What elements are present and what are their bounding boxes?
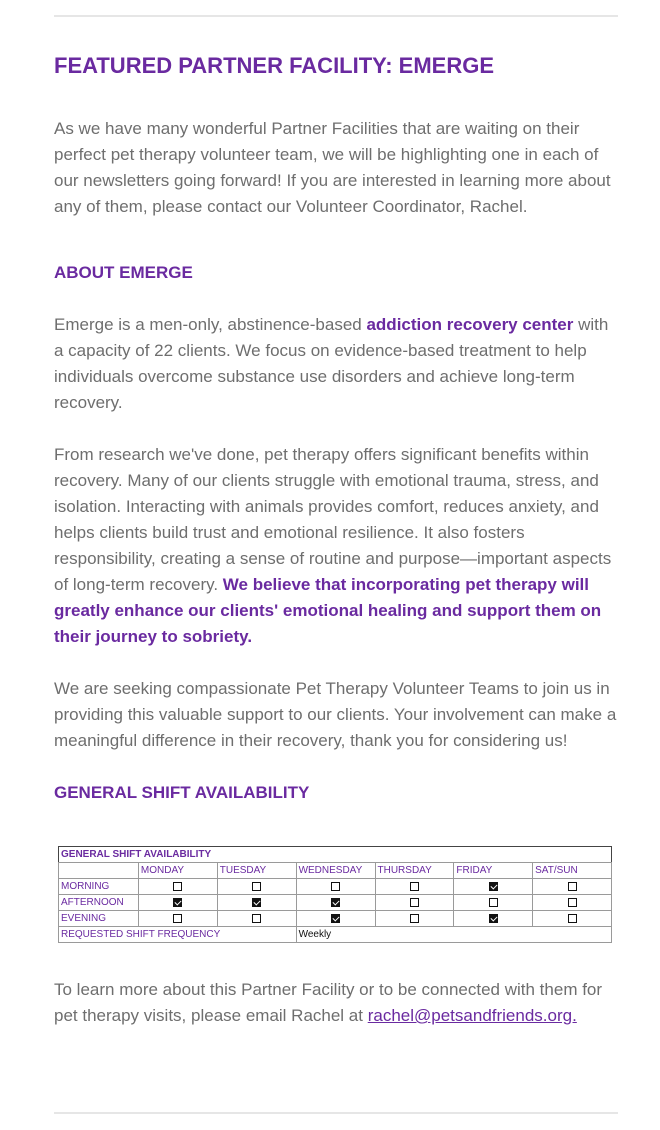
shift-cell (296, 895, 375, 911)
shift-cell (217, 895, 296, 911)
unchecked-checkbox (410, 882, 419, 891)
day-header: WEDNESDAY (296, 863, 375, 879)
unchecked-checkbox (173, 914, 182, 923)
frequency-label: REQUESTED SHIFT FREQUENCY (59, 927, 297, 943)
content-column (54, 48, 620, 1029)
checked-checkbox (489, 914, 498, 923)
section-title: FEATURED PARTNER FACILITY: EMERGE (54, 53, 494, 78)
email-link[interactable]: rachel@petsandfriends.org. (367, 1006, 577, 1025)
bottom-divider (54, 1112, 618, 1114)
shift-cell (375, 879, 454, 895)
about-p2-text: From research we've done, pet therapy offers significant benefits within recovery. Many of our clients struggle with emotional trauma, stress, and isolation. Interacting with animals provides comfort, reduces anxiety, and helps clients build trust and emotional resilience. It also fosters responsibility, creating a sense of routine and purpose—important aspects of long-term recovery. (54, 445, 612, 594)
about-paragraph-2 (54, 442, 620, 650)
about-paragraph-1 (54, 312, 620, 416)
frequency-value: Weekly (296, 927, 611, 943)
closing-paragraph (54, 977, 620, 1029)
checked-checkbox (173, 898, 182, 907)
unchecked-checkbox (331, 882, 340, 891)
shift-heading: GENERAL SHIFT AVAILABILITY (54, 783, 310, 802)
shift-cell (454, 895, 533, 911)
shift-availability-table-image (58, 846, 618, 943)
unchecked-checkbox (173, 882, 182, 891)
unchecked-checkbox (410, 914, 419, 923)
day-header: TUESDAY (217, 863, 296, 879)
about-paragraph-3: We are seeking compassionate Pet Therapy Volunteer Teams to join us in providing this valuable support to our clients. Your involvement can make a meaningful difference in their recovery, thank you for considering us! (54, 679, 617, 750)
day-header: SAT/SUN (533, 863, 612, 879)
shift-cell (533, 879, 612, 895)
day-header: FRIDAY (454, 863, 533, 879)
about-p1-text-before: Emerge is a men-only, abstinence-based (54, 315, 367, 334)
day-header: THURSDAY (375, 863, 454, 879)
about-heading: ABOUT EMERGE (54, 263, 193, 282)
checked-checkbox (331, 914, 340, 923)
shift-cell (217, 911, 296, 927)
checked-checkbox (252, 898, 261, 907)
shift-availability-table (58, 846, 612, 943)
unchecked-checkbox (252, 914, 261, 923)
shift-cell (138, 879, 217, 895)
shift-cell (138, 895, 217, 911)
shift-cell (533, 895, 612, 911)
shift-cell (375, 895, 454, 911)
shift-row (59, 879, 612, 895)
top-divider (54, 15, 618, 17)
intro-paragraph: As we have many wonderful Partner Facilities that are waiting on their perfect pet therapy volunteer team, we will be highlighting one in each of our newsletters going forward! If you are interested in learning more about any of them, please contact our Volunteer Coordinator, Rachel. (54, 119, 611, 216)
table-title-row (59, 847, 612, 863)
table-header-row (59, 863, 612, 879)
shift-cell (454, 911, 533, 927)
header-corner (59, 863, 139, 879)
frequency-row (59, 927, 612, 943)
shift-cell (454, 879, 533, 895)
shift-row-label: EVENING (59, 911, 139, 927)
shift-cell (296, 879, 375, 895)
table-title: GENERAL SHIFT AVAILABILITY (59, 847, 612, 863)
about-p2-emphasis: We believe that incorporating pet therapy will greatly enhance our clients' emotional healing and support them on their journey to sobriety. (54, 575, 602, 646)
shift-row (59, 895, 612, 911)
shift-row (59, 911, 612, 927)
unchecked-checkbox (410, 898, 419, 907)
unchecked-checkbox (568, 898, 577, 907)
unchecked-checkbox (252, 882, 261, 891)
unchecked-checkbox (568, 914, 577, 923)
shift-row-label: MORNING (59, 879, 139, 895)
shift-row-label: AFTERNOON (59, 895, 139, 911)
checked-checkbox (331, 898, 340, 907)
unchecked-checkbox (568, 882, 577, 891)
shift-cell (217, 879, 296, 895)
unchecked-checkbox (489, 898, 498, 907)
shift-cell (533, 911, 612, 927)
shift-cell (375, 911, 454, 927)
closing-text: To learn more about this Partner Facility or to be connected with them for pet therapy visits, please email Rachel at (54, 980, 603, 1025)
about-p1-text-after: with a capacity of 22 clients. We focus on evidence-based treatment to help individuals overcome substance use disorders and achieve long-term recovery. (54, 315, 609, 412)
shift-cell (138, 911, 217, 927)
checked-checkbox (489, 882, 498, 891)
shift-cell (296, 911, 375, 927)
addiction-recovery-link[interactable]: addiction recovery center (366, 315, 574, 334)
day-header: MONDAY (138, 863, 217, 879)
